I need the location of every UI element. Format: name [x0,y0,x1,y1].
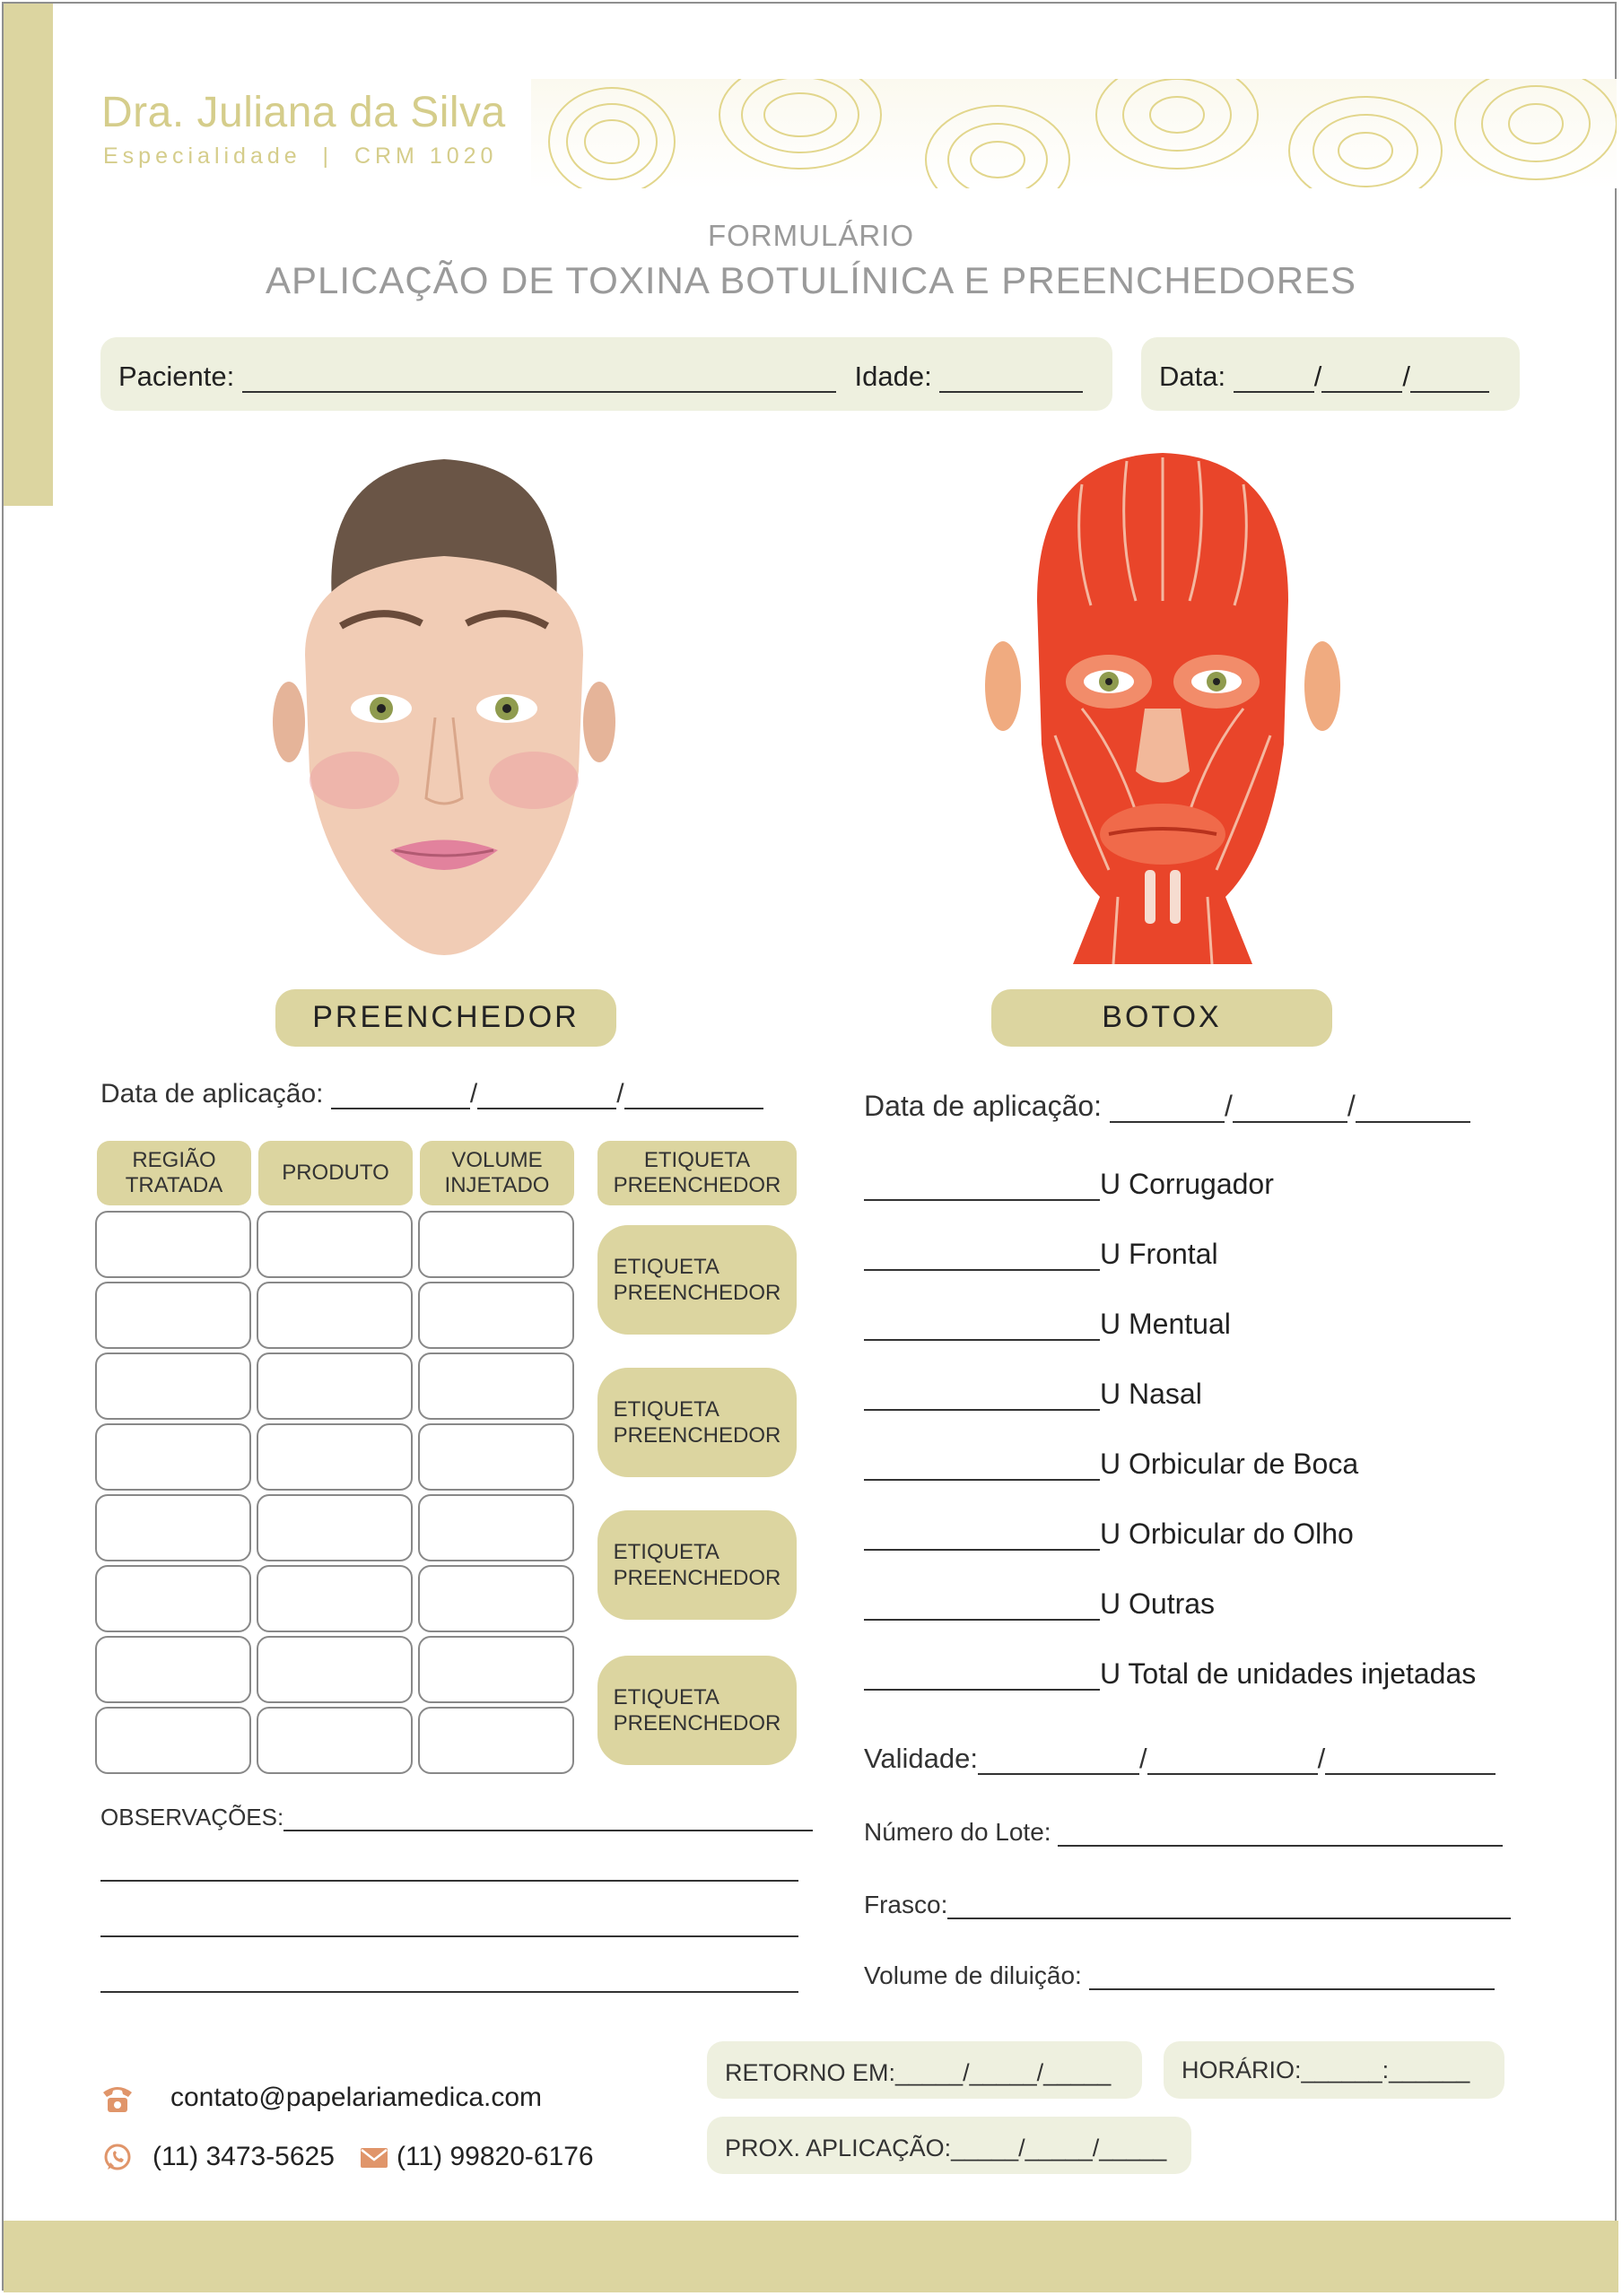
units-field[interactable] [864,1312,1100,1341]
return-date-box: RETORNO EM:_____/_____/_____ [707,2041,1142,2099]
filler-date-year-field[interactable] [624,1081,763,1109]
vial-input[interactable] [947,1891,1511,1919]
age-field[interactable] [939,364,1083,393]
date-month-field[interactable] [1321,364,1402,393]
contact-whatsapp[interactable]: (11) 3473-5625 [153,2142,335,2171]
patient-name-field[interactable] [242,364,836,393]
table-cell[interactable] [257,1565,413,1632]
date-year-field[interactable] [1410,364,1489,393]
table-cell[interactable] [257,1423,413,1491]
date-info-bar: Data: / / [1141,337,1520,411]
vial-label: Frasco: [864,1891,948,1918]
units-field[interactable] [864,1592,1100,1621]
botox-date-day-field[interactable] [1110,1094,1225,1123]
date-label: Data: [1159,361,1226,392]
table-cell[interactable] [418,1565,574,1632]
botox-date-month-field[interactable] [1233,1094,1347,1123]
validity-day-field[interactable] [978,1746,1139,1775]
column-header-label: ETIQUETA PREENCHEDOR [597,1141,797,1205]
table-cell[interactable] [95,1494,251,1561]
form-title: FORMULÁRIO [707,219,914,252]
botox-date-year-field[interactable] [1356,1094,1470,1123]
contact-phone[interactable]: (11) 99820-6176 [397,2142,594,2171]
validity-field: Validade: / / [864,1743,1496,1775]
validity-year-field[interactable] [1325,1746,1496,1775]
unit-row-orbicular-boca: U Orbicular de Boca [864,1448,1358,1481]
unit-row-total: U Total de unidades injetadas [864,1657,1476,1691]
table-cell[interactable] [257,1211,413,1278]
table-cell[interactable] [418,1636,574,1703]
footer-accent-bar [4,2221,1618,2292]
table-cell[interactable] [257,1636,413,1703]
observations-field [100,1803,813,1831]
table-cell[interactable] [95,1352,251,1420]
unit-row-nasal: U Nasal [864,1378,1202,1411]
doctor-name: Dra. Juliana da Silva [101,89,506,136]
units-field[interactable] [864,1242,1100,1271]
table-cell[interactable] [257,1707,413,1774]
table-cell[interactable] [95,1636,251,1703]
facial-muscles-illustration [983,448,1342,969]
form-subtitle: APLICAÇÃO DE TOXINA BOTULÍNICA E PREENCHEDORES [265,259,1357,301]
patient-info-bar [100,337,1112,411]
units-field[interactable] [864,1452,1100,1481]
botox-date-label: Data de aplicação: [864,1090,1103,1122]
table-cell[interactable] [418,1352,574,1420]
dilution-label: Volume de diluição: [864,1961,1082,1989]
observations-label: OBSERVAÇÕES: [100,1804,284,1831]
observations-line[interactable] [100,1935,798,1937]
table-cell[interactable] [95,1423,251,1491]
patient-label: Paciente: [118,361,235,392]
side-accent-bar [4,4,53,506]
table-cell[interactable] [418,1423,574,1491]
mail-icon [360,2147,388,2169]
unit-row-mentual: U Mentual [864,1308,1231,1341]
date-day-field[interactable] [1234,364,1314,393]
lot-number-field [864,1818,1503,1847]
table-cell[interactable] [257,1494,413,1561]
next-application-box: PROX. APLICAÇÃO:_____/_____/_____ [707,2117,1191,2174]
validity-label: Validade: [864,1743,978,1774]
dilution-field [864,1961,1495,1990]
table-cell[interactable] [95,1707,251,1774]
lot-label: Número do Lote: [864,1818,1051,1846]
face-illustration [269,448,619,978]
contact-email[interactable]: contato@papelariamedica.com [170,2083,543,2112]
column-header-region: REGIÃO TRATADA [97,1141,251,1205]
table-cell[interactable] [418,1282,574,1349]
filler-section-label: PREENCHEDOR [275,989,616,1047]
table-cell[interactable] [95,1565,251,1632]
unit-row-orbicular-olho: U Orbicular do Olho [864,1518,1354,1551]
table-cell[interactable] [95,1211,251,1278]
filler-label-slot: ETIQUETA PREENCHEDOR [597,1510,797,1620]
table-cell[interactable] [257,1352,413,1420]
filler-label-slot: ETIQUETA PREENCHEDOR [597,1656,797,1765]
time-box: HORÁRIO:______:______ [1164,2041,1504,2099]
table-cell[interactable] [418,1211,574,1278]
filler-application-date: Data de aplicação: / / [100,1079,763,1109]
units-field[interactable] [864,1662,1100,1691]
whatsapp-icon [102,2143,133,2173]
unit-row-frontal: U Frontal [864,1238,1218,1271]
observations-line[interactable] [100,1991,798,1993]
table-cell[interactable] [95,1282,251,1349]
column-header-volume: VOLUME INJETADO [420,1141,574,1205]
units-field[interactable] [864,1172,1100,1201]
observations-line[interactable] [283,1803,813,1831]
filler-label-slot: ETIQUETA PREENCHEDOR [597,1368,797,1477]
age-label: Idade: [854,361,932,392]
column-header-product: PRODUTO [258,1141,413,1205]
lot-number-input[interactable] [1058,1818,1503,1847]
units-field[interactable] [864,1382,1100,1411]
unit-row-corrugador: U Corrugador [864,1168,1274,1201]
unit-row-outras: U Outras [864,1587,1215,1621]
phone-icon [100,2083,135,2114]
filler-date-label: Data de aplicação: [100,1079,324,1109]
units-field[interactable] [864,1522,1100,1551]
vial-field [864,1891,1511,1919]
botox-section-label: BOTOX [991,989,1332,1047]
table-cell[interactable] [418,1707,574,1774]
validity-month-field[interactable] [1147,1746,1318,1775]
botox-application-date: Data de aplicação: / / [864,1090,1470,1123]
doctor-specialty: Especialidade | CRM 1020 [103,144,498,169]
dilution-input[interactable] [1089,1961,1495,1990]
observations-line[interactable] [100,1880,798,1882]
filler-label-slot: ETIQUETA PREENCHEDOR [597,1225,797,1335]
table-cell[interactable] [257,1282,413,1349]
filler-date-day-field[interactable] [331,1081,470,1109]
filler-date-month-field[interactable] [477,1081,616,1109]
decorative-gold-pattern [531,79,1617,188]
table-cell[interactable] [418,1494,574,1561]
